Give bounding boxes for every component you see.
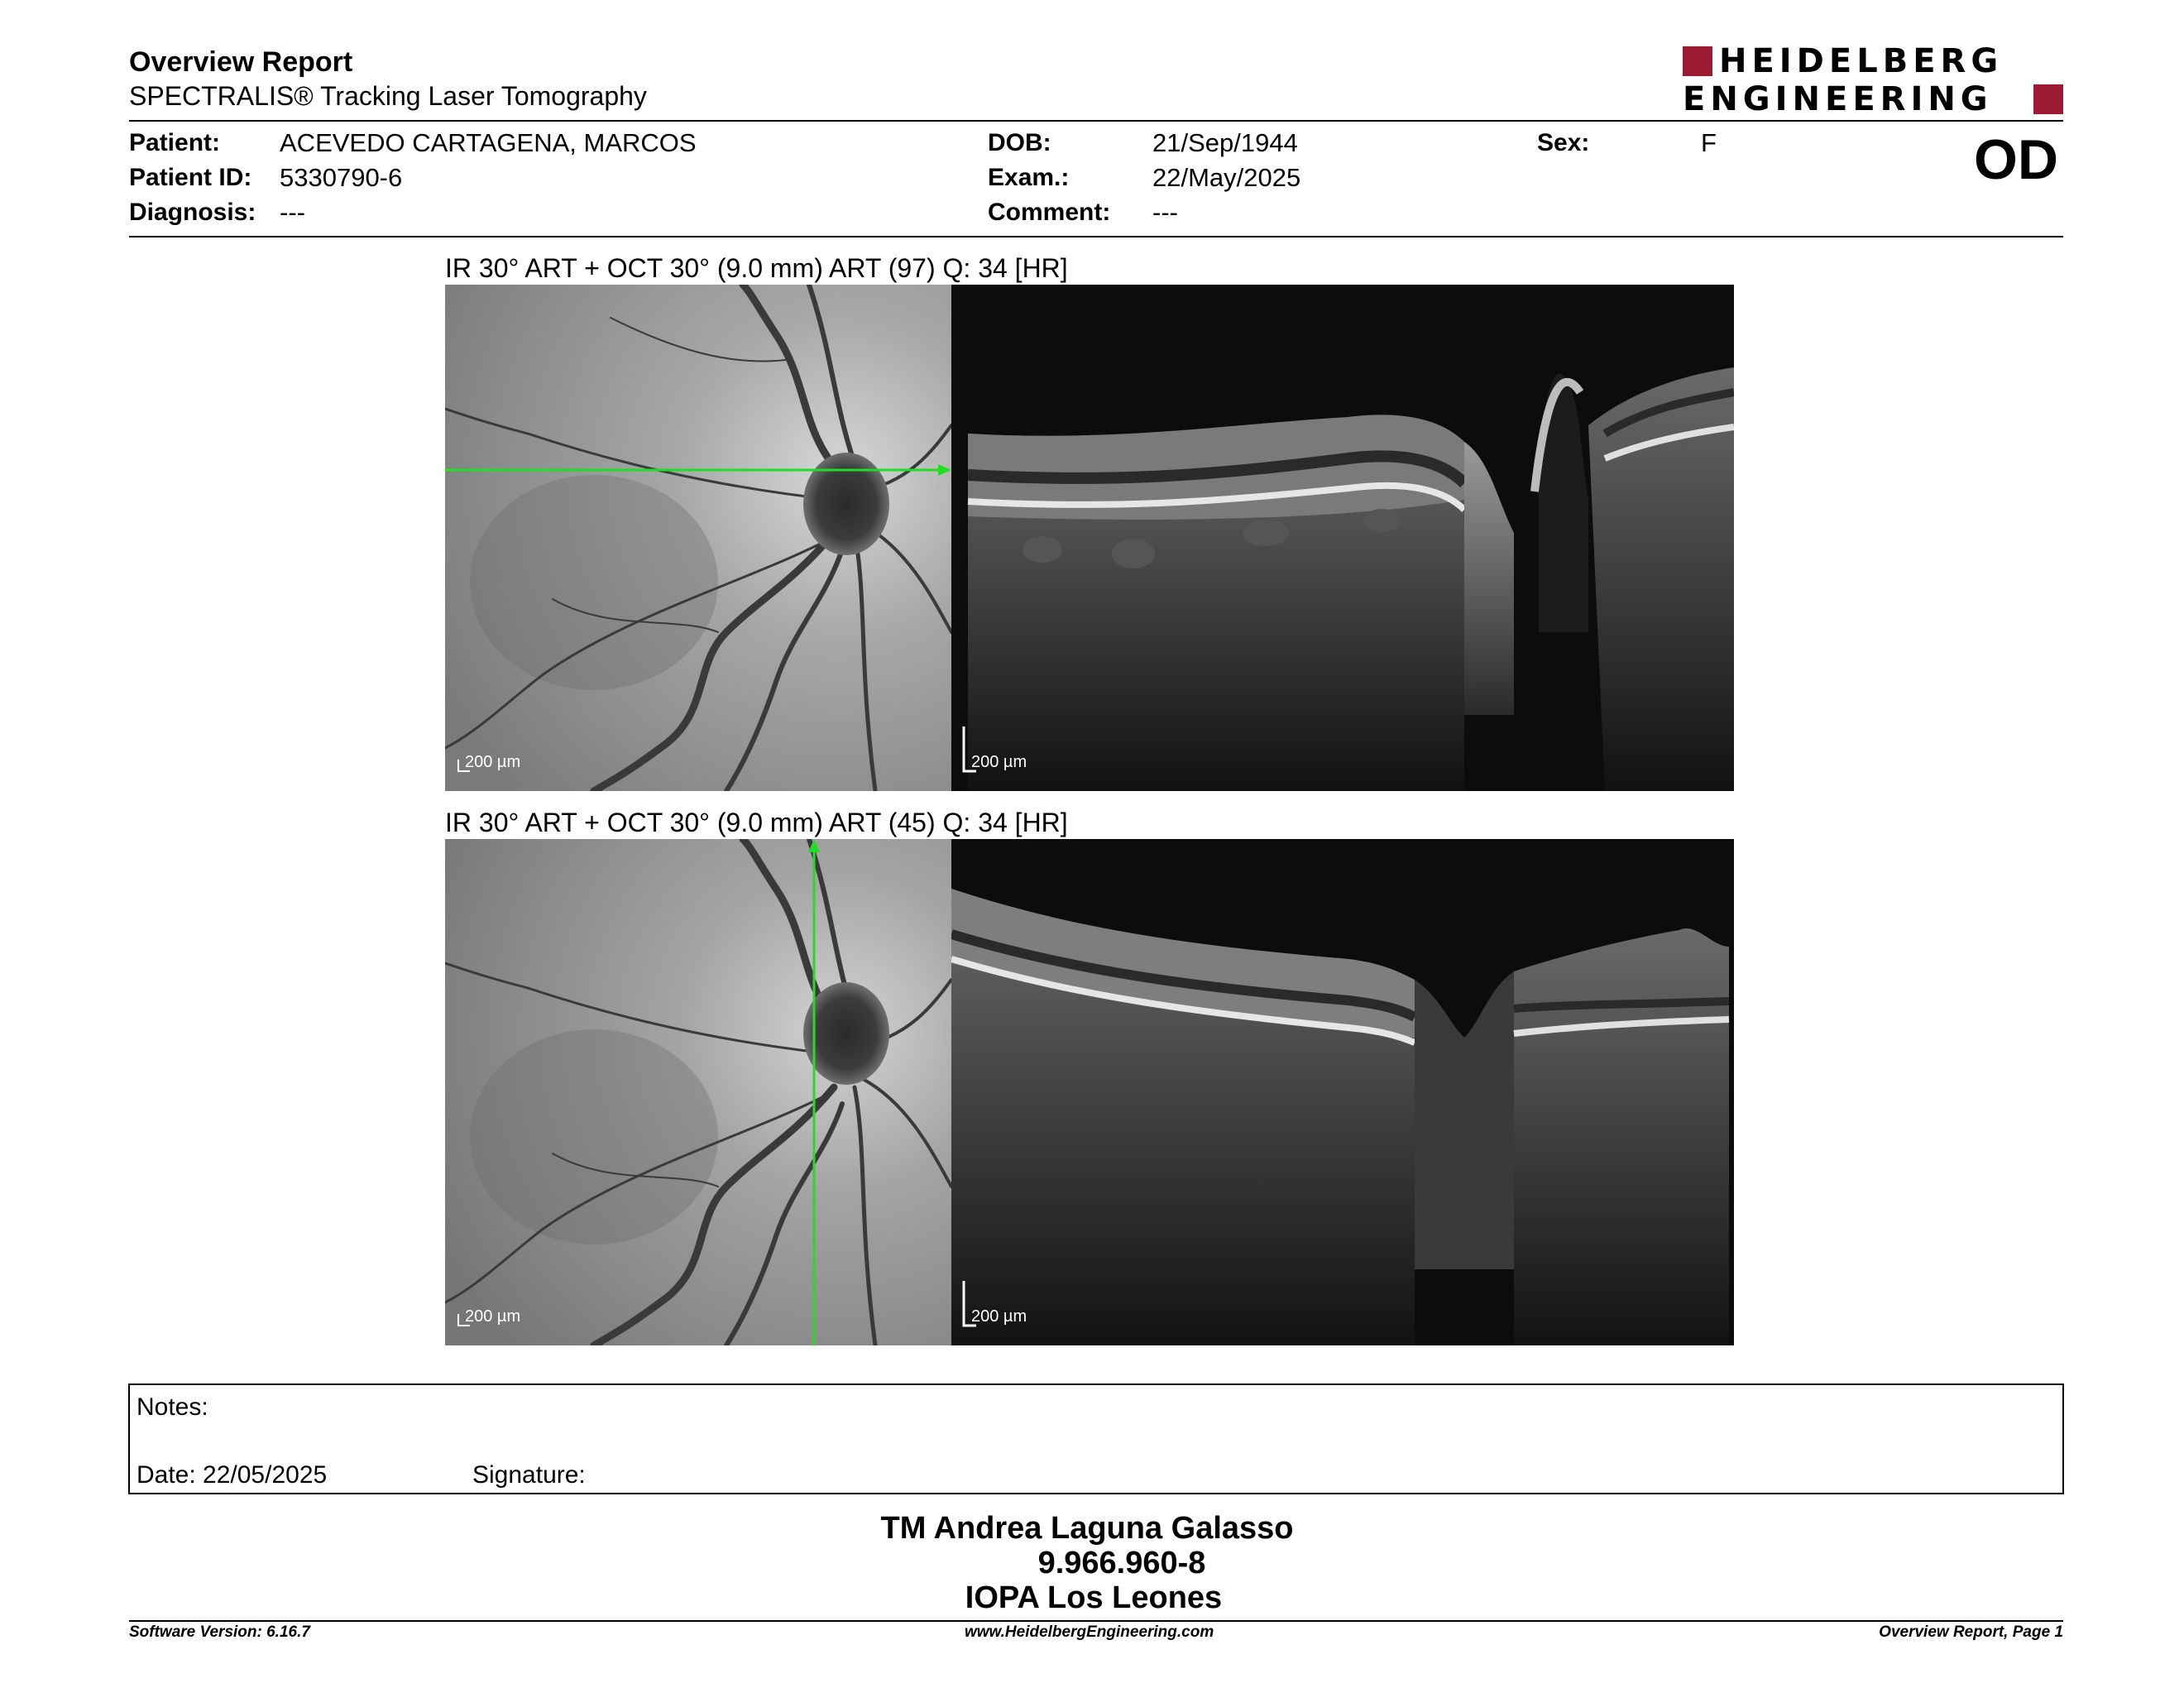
exam-label: Exam.: [988, 164, 1070, 191]
website-link[interactable]: www.HeidelbergEngineering.com [965, 1623, 1214, 1641]
software-version: Software Version: 6.16.7 [129, 1623, 310, 1641]
logo-word-bottom: ENGINEERING [1683, 80, 1993, 118]
eye-indicator: OD [1974, 128, 2058, 191]
comment-value: --- [1152, 198, 1178, 227]
oct-bscan-image [951, 839, 1734, 1345]
logo-word-top: HEIDELBERG [1719, 42, 2004, 80]
report-subtitle: SPECTRALIS® Tracking Laser Tomography [129, 81, 647, 111]
comment-label: Comment: [988, 199, 1111, 226]
oct-scale-label: 200 µm [971, 753, 1027, 771]
header-divider [129, 120, 2063, 122]
sex-label: Sex: [1537, 129, 1590, 156]
notes-label: Notes: [136, 1393, 208, 1421]
footer-divider [129, 1620, 2063, 1622]
signatory-institution: IOPA Los Leones [965, 1580, 1223, 1615]
scan-caption: IR 30° ART + OCT 30° (9.0 mm) ART (45) Q: 34 [HR] [445, 808, 1068, 837]
logo-square-top [1683, 46, 1712, 76]
notes-box [128, 1383, 2064, 1494]
sex-value: F [1701, 128, 1717, 157]
signatory-name: TM Andrea Laguna Galasso [880, 1511, 1294, 1546]
logo-square-bottom [2033, 84, 2063, 114]
dob-value: 21/Sep/1944 [1152, 128, 1298, 157]
notes-date: Date: 22/05/2025 [136, 1461, 328, 1489]
ir-scale-label: 200 µm [465, 1307, 521, 1326]
scan-caption: IR 30° ART + OCT 30° (9.0 mm) ART (97) Q: 34 [HR] [445, 253, 1068, 283]
patient-name: ACEVEDO CARTAGENA, MARCOS [280, 128, 697, 157]
oct-scale-label: 200 µm [971, 1307, 1027, 1326]
page-indicator: Overview Report, Page 1 [1879, 1623, 2063, 1641]
dob-label: DOB: [988, 129, 1051, 156]
patient-id-value: 5330790-6 [280, 163, 403, 192]
signature-label: Signature: [472, 1461, 586, 1489]
heidelberg-logo [1683, 42, 2063, 119]
ir-scale-label: 200 µm [465, 753, 521, 771]
signatory-id: 9.966.960-8 [1037, 1546, 1206, 1580]
patient-divider [129, 236, 2063, 237]
report-title: Overview Report [129, 46, 353, 78]
ir-fundus-image [445, 839, 951, 1345]
patient-id-label: Patient ID: [129, 164, 252, 191]
diagnosis-value: --- [280, 198, 305, 227]
ir-fundus-image [445, 285, 951, 791]
oct-bscan-image [951, 285, 1734, 791]
diagnosis-label: Diagnosis: [129, 199, 256, 226]
patient-label: Patient: [129, 129, 221, 156]
exam-value: 22/May/2025 [1152, 163, 1301, 192]
